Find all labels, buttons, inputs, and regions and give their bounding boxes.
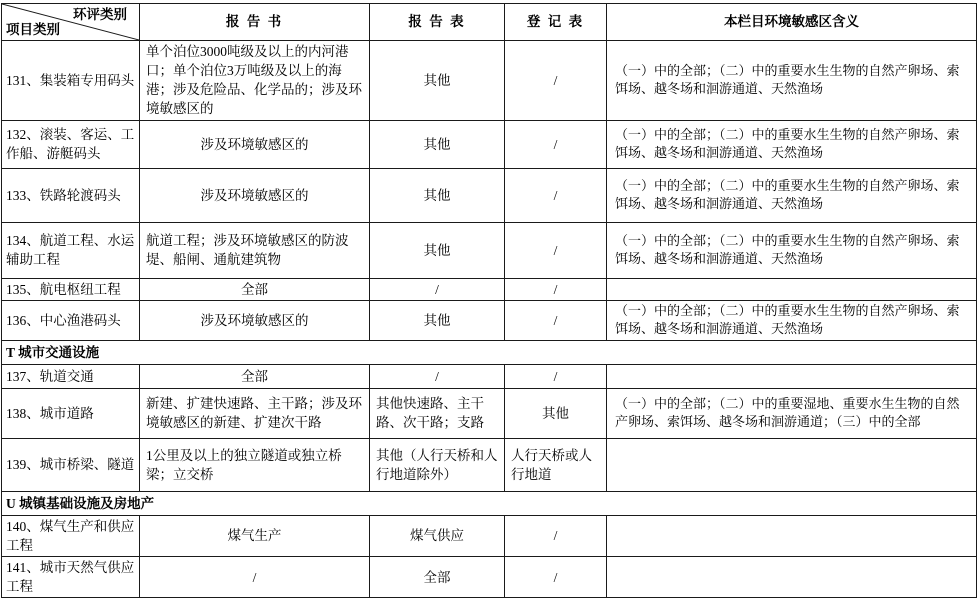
project-cell: 133、铁路轮渡码头 <box>2 168 140 222</box>
header-registration-form: 登 记 表 <box>505 4 607 41</box>
table-row-140 <box>2 515 977 556</box>
header-eia-category: 环评类别 <box>73 7 127 22</box>
report-book-cell: 涉及环境敏感区的 <box>140 120 370 168</box>
registration-form-cell: / <box>505 364 607 388</box>
table-row-138 <box>2 388 977 438</box>
sensitive-area-cell: （一）中的全部；（二）中的重要水生生物的自然产卵场、索饵场、越冬场和洄游通道、天然渔场 <box>607 41 977 121</box>
sensitive-area-cell <box>607 515 977 556</box>
table-row-132 <box>2 120 977 168</box>
report-form-cell: 其他（人行天桥和人行地道除外） <box>370 438 505 491</box>
registration-form-cell: / <box>505 222 607 278</box>
project-cell: 140、煤气生产和供应工程 <box>2 515 140 556</box>
registration-form-cell: 其他 <box>505 388 607 438</box>
project-cell: 131、集装箱专用码头 <box>2 41 140 121</box>
report-book-cell: 涉及环境敏感区的 <box>140 168 370 222</box>
project-cell: 137、轨道交通 <box>2 364 140 388</box>
section-row-U <box>2 491 977 515</box>
project-cell: 134、航道工程、水运辅助工程 <box>2 222 140 278</box>
project-cell: 132、滚装、客运、工作船、游艇码头 <box>2 120 140 168</box>
section-row-T <box>2 340 977 364</box>
sensitive-area-cell <box>607 557 977 598</box>
report-book-cell: 单个泊位3000吨级及以上的内河港口；单个泊位3万吨级及以上的海港；涉及危险品、化学品的；涉及环境敏感区的 <box>140 41 370 121</box>
table-row-135 <box>2 278 977 300</box>
registration-form-cell: / <box>505 168 607 222</box>
sensitive-area-cell: （一）中的全部；（二）中的重要水生生物的自然产卵场、索饵场、越冬场和洄游通道、天然渔场 <box>607 222 977 278</box>
project-cell: 141、城市天然气供应工程 <box>2 557 140 598</box>
report-book-cell: / <box>140 557 370 598</box>
project-cell: 136、中心渔港码头 <box>2 300 140 340</box>
project-cell: 138、城市道路 <box>2 388 140 438</box>
report-form-cell: 其他 <box>370 120 505 168</box>
report-form-cell: 其他 <box>370 41 505 121</box>
table-row-133 <box>2 168 977 222</box>
sensitive-area-cell: （一）中的全部；（二）中的重要水生生物的自然产卵场、索饵场、越冬场和洄游通道、天然渔场 <box>607 300 977 340</box>
sensitive-area-cell: （一）中的全部；（二）中的重要湿地、重要水生生物的自然产卵场、索饵场、越冬场和洄游通道；（三）中的全部 <box>607 388 977 438</box>
report-form-cell: 其他快速路、主干路、次干路；支路 <box>370 388 505 438</box>
sensitive-area-cell: （一）中的全部；（二）中的重要水生生物的自然产卵场、索饵场、越冬场和洄游通道、天然渔场 <box>607 120 977 168</box>
registration-form-cell: / <box>505 278 607 300</box>
report-book-cell: 全部 <box>140 364 370 388</box>
registration-form-cell: / <box>505 557 607 598</box>
report-form-cell: / <box>370 278 505 300</box>
report-form-cell: 其他 <box>370 300 505 340</box>
table-row-141 <box>2 557 977 598</box>
registration-form-cell: / <box>505 515 607 556</box>
header-sensitive-area-meaning: 本栏目环境敏感区含义 <box>607 4 977 41</box>
report-book-cell: 航道工程；涉及环境敏感区的防波堤、船闸、通航建筑物 <box>140 222 370 278</box>
registration-form-cell: / <box>505 41 607 121</box>
report-book-cell: 涉及环境敏感区的 <box>140 300 370 340</box>
registration-form-cell: 人行天桥或人行地道 <box>505 438 607 491</box>
report-book-cell: 1公里及以上的独立隧道或独立桥梁；立交桥 <box>140 438 370 491</box>
report-book-cell: 新建、扩建快速路、主干路；涉及环境敏感区的新建、扩建次干路 <box>140 388 370 438</box>
report-form-cell: 全部 <box>370 557 505 598</box>
report-form-cell: / <box>370 364 505 388</box>
report-form-cell: 煤气供应 <box>370 515 505 556</box>
report-form-cell: 其他 <box>370 222 505 278</box>
header-report-book: 报 告 书 <box>140 4 370 41</box>
registration-form-cell: / <box>505 120 607 168</box>
header-report-form: 报 告 表 <box>370 4 505 41</box>
diagonal-header-cell <box>2 4 140 41</box>
sensitive-area-cell <box>607 278 977 300</box>
registration-form-cell: / <box>505 300 607 340</box>
sensitive-area-cell <box>607 364 977 388</box>
report-book-cell: 煤气生产 <box>140 515 370 556</box>
table-row-134 <box>2 222 977 278</box>
table-row-136 <box>2 300 977 340</box>
section-header: T 城市交通设施 <box>2 340 977 364</box>
table-row-131 <box>2 41 977 121</box>
sensitive-area-cell: （一）中的全部；（二）中的重要水生生物的自然产卵场、索饵场、越冬场和洄游通道、天然渔场 <box>607 168 977 222</box>
project-cell: 139、城市桥梁、隧道 <box>2 438 140 491</box>
report-book-cell: 全部 <box>140 278 370 300</box>
table-row-137 <box>2 364 977 388</box>
header-project-category: 项目类别 <box>6 21 60 37</box>
sensitive-area-cell <box>607 438 977 491</box>
project-cell: 135、航电枢纽工程 <box>2 278 140 300</box>
report-form-cell: 其他 <box>370 168 505 222</box>
eia-classification-table <box>1 3 977 598</box>
section-header: U 城镇基础设施及房地产 <box>2 491 977 515</box>
header-row <box>2 4 977 41</box>
table-row-139 <box>2 438 977 491</box>
